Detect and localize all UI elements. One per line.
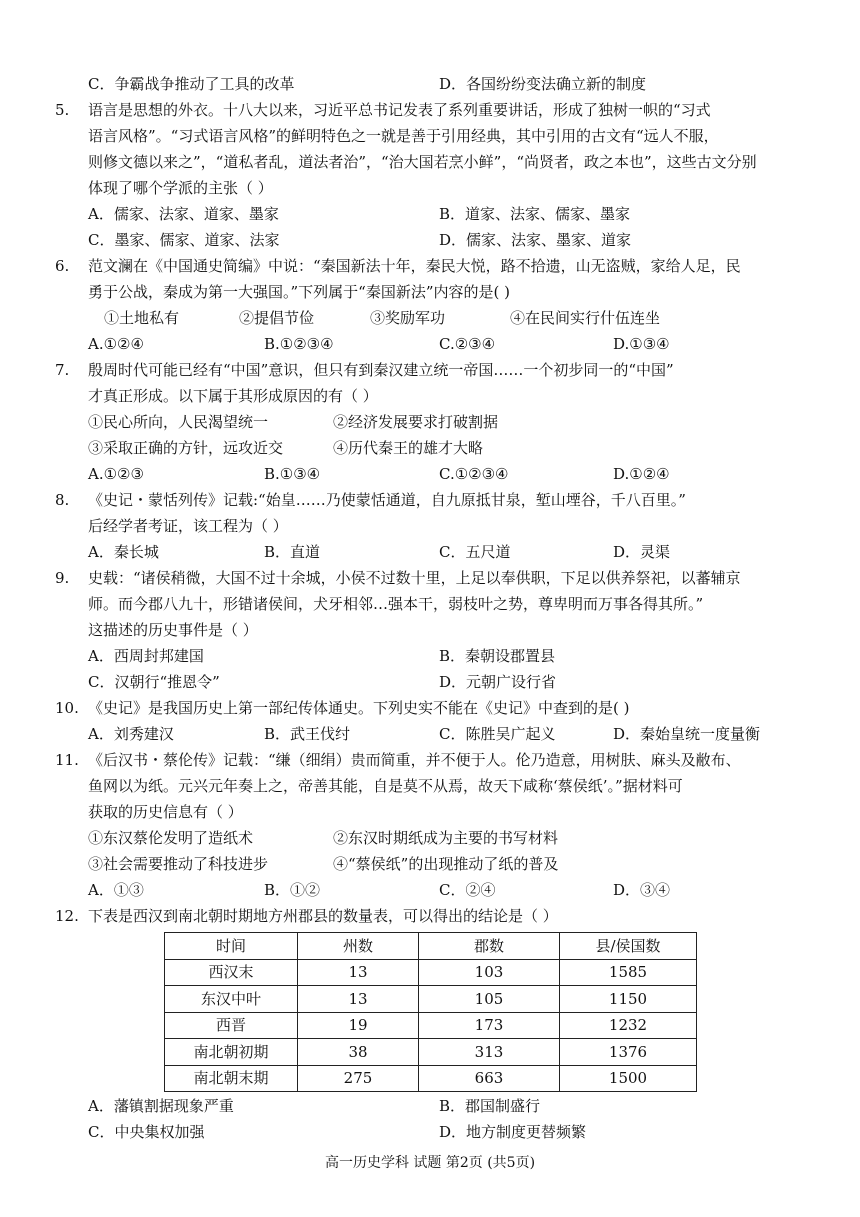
q11-item-4: ④“蔡侯纸”的出现推动了纸的普及: [333, 855, 559, 873]
q11-option-c: C．②④: [439, 881, 496, 899]
table-cell: 1500: [560, 1065, 697, 1092]
q9-stem-line: 这描述的历史事件是（ ）: [88, 621, 258, 639]
q8-stem-line: 后经学者考证，该工程为（ ）: [88, 517, 288, 535]
q6-option-c: C.②③④: [439, 335, 496, 353]
table-row: [165, 1065, 697, 1092]
q8-number: 8.: [55, 491, 70, 509]
table-cell: 275: [298, 1065, 419, 1092]
table-row: [165, 959, 697, 986]
table-row: [165, 1039, 697, 1066]
table-cell: 西晋: [165, 1012, 298, 1039]
q5-stem-line: 语言风格”。“习式语言风格”的鲜明特色之一就是善于引用经典，其中引用的古文有“远人不服，: [88, 127, 719, 145]
q12-stem-line: 下表是西汉到南北朝时期地方州郡县的数量表，可以得出的结论是（ ）: [88, 907, 558, 925]
q10-option-b: B．武王伐纣: [264, 725, 351, 743]
q11-item-2: ②东汉时期纸成为主要的书写材料: [333, 829, 559, 847]
q6-stem-line: 范文澜在《中国通史简编》中说：“秦国新法十年，秦民大悦，路不拾遗，山无盗贼，家给人足，民: [88, 257, 741, 275]
q5-number: 5.: [55, 101, 70, 119]
q12-option-a: A．藩镇割据现象严重: [88, 1097, 234, 1115]
table-cell: 173: [419, 1012, 560, 1039]
table-row: [165, 1012, 697, 1039]
table-row: [165, 986, 697, 1013]
q8-option-a: A．秦长城: [88, 543, 159, 561]
q7-item-4: ④历代秦王的雄才大略: [333, 439, 484, 457]
q8-option-d: D．灵渠: [613, 543, 671, 561]
q6-number: 6.: [55, 257, 70, 275]
q4-option-d: D．各国纷纷变法确立新的制度: [439, 75, 647, 93]
q5-option-d: D．儒家、法家、墨家、道家: [439, 231, 632, 249]
table-cell: 东汉中叶: [165, 986, 298, 1013]
q5-option-c: C．墨家、儒家、道家、法家: [88, 231, 280, 249]
q9-stem-line: 史载：“诸侯稍微，大国不过十余城，小侯不过数十里，上足以奉供职，下足以供养祭祀，以蕃辅京: [88, 569, 741, 587]
q7-stem-line: 殷周时代可能已经有“中国”意识，但只有到秦汉建立统一帝国……一个初步同一的“中国”: [88, 361, 674, 379]
q7-option-c: C.①②③④: [439, 465, 509, 483]
q12-option-d: D．地方制度更替频繁: [439, 1123, 587, 1141]
table-cell: 南北朝初期: [165, 1039, 298, 1066]
q11-stem-line: 获取的历史信息有（ ）: [88, 803, 243, 821]
table-cell: 西汉末: [165, 959, 298, 986]
q8-option-b: B．直道: [264, 543, 321, 561]
q12-option-b: B．郡国制盛行: [439, 1097, 541, 1115]
table-cell: 1232: [560, 1012, 697, 1039]
q10-option-c: C．陈胜吴广起义: [439, 725, 556, 743]
q11-number: 11.: [55, 751, 79, 769]
q7-stem-line: 才真正形成。以下属于其形成原因的有（ ）: [88, 387, 378, 405]
q7-item-3: ③采取正确的方针，远攻近交: [88, 439, 284, 457]
q8-stem-line: 《史记・蒙恬列传》记载:“始皇……乃使蒙恬通道，自九原抵甘泉，堑山堙谷，千八百里。”: [88, 491, 686, 509]
q6-item-4: ④在民间实行什伍连坐: [510, 309, 661, 327]
q12-number: 12.: [55, 907, 79, 925]
q5-stem-line: 体现了哪个学派的主张（ ）: [88, 179, 273, 197]
q11-option-b: B．①②: [264, 881, 321, 899]
q6-option-d: D.①③④: [613, 335, 670, 353]
q5-option-a: A．儒家、法家、道家、墨家: [88, 205, 279, 223]
table-cell: 13: [298, 959, 419, 986]
q7-item-2: ②经济发展要求打破割据: [333, 413, 499, 431]
q10-stem-line: 《史记》是我国历史上第一部纪传体通史。下列史实不能在《史记》中查到的是( ): [88, 699, 630, 717]
q11-item-1: ①东汉蔡伦发明了造纸术: [88, 829, 254, 847]
q11-stem-line: 鱼网以为纸。元兴元年奏上之，帝善其能，自是莫不从焉，故天下咸称‘蔡侯纸’。”据材料可: [88, 777, 683, 795]
page-footer: 高一历史学科 试题 第2页 (共5页): [324, 1155, 536, 1171]
table-header-row: [165, 933, 697, 960]
table-cell: 1376: [560, 1039, 697, 1066]
table-cell: 19: [298, 1012, 419, 1039]
table-cell: 313: [419, 1039, 560, 1066]
q5-stem-line: 则修文德以来之”，“道私者乱，道法者治”，“治大国若烹小鲜”，“尚贤者，政之本也”，这些古文分别: [88, 153, 757, 171]
table-cell: 1150: [560, 986, 697, 1013]
q9-number: 9.: [55, 569, 70, 587]
q11-option-a: A．①③: [88, 881, 144, 899]
q8-option-c: C．五尺道: [439, 543, 511, 561]
q11-item-3: ③社会需要推动了科技进步: [88, 855, 269, 873]
q6-stem-line: 勇于公战，秦成为第一大强国。”下列属于“秦国新法”内容的是( ): [88, 283, 510, 301]
table-cell: 1585: [560, 959, 697, 986]
table-cell: 663: [419, 1065, 560, 1092]
table-cell: 南北朝末期: [165, 1065, 298, 1092]
q7-number: 7.: [55, 361, 70, 379]
table-header-cell: 州数: [298, 933, 419, 960]
table-header-cell: 郡数: [419, 933, 560, 960]
table-cell: 103: [419, 959, 560, 986]
q6-item-1: ①土地私有: [104, 309, 180, 327]
q6-option-b: B.①②③④: [264, 335, 334, 353]
q5-option-b: B．道家、法家、儒家、墨家: [439, 205, 631, 223]
county-count-table: [164, 932, 697, 1092]
q7-option-b: B.①③④: [264, 465, 321, 483]
q9-option-c: C．汉朝行“推恩令”: [88, 673, 220, 691]
q9-option-b: B．秦朝设郡置县: [439, 647, 556, 665]
q10-option-d: D．秦始皇统一度量衡: [613, 725, 761, 743]
table-header-cell: 时间: [165, 933, 298, 960]
table-cell: 38: [298, 1039, 419, 1066]
q6-option-a: A.①②④: [88, 335, 144, 353]
q12-option-c: C．中央集权加强: [88, 1123, 205, 1141]
q4-option-c: C．争霸战争推动了工具的改革: [88, 75, 295, 93]
table-header-cell: 县/侯国数: [560, 933, 697, 960]
q5-stem-line: 语言是思想的外衣。十八大以来，习近平总书记发表了系列重要讲话，形成了独树一帜的“习式: [88, 101, 711, 119]
q11-stem-line: 《后汉书・蔡伦传》记载：“缣（细绢）贵而简重，并不便于人。伦乃造意，用树肤、麻头及敝布、: [88, 751, 741, 769]
q11-option-d: D．③④: [613, 881, 671, 899]
q7-option-a: A.①②③: [88, 465, 144, 483]
q6-item-3: ③奖励军功: [370, 309, 446, 327]
table-cell: 13: [298, 986, 419, 1013]
table-cell: 105: [419, 986, 560, 1013]
q9-option-d: D．元朝广设行省: [439, 673, 557, 691]
q7-item-1: ①民心所向，人民渴望统一: [88, 413, 269, 431]
q6-item-2: ②提倡节俭: [239, 309, 315, 327]
q7-option-d: D.①②④: [613, 465, 670, 483]
q9-option-a: A．西周封邦建国: [88, 647, 204, 665]
q10-option-a: A．刘秀建汉: [88, 725, 174, 743]
q9-stem-line: 师。而今郡八九十，形错诸侯间，犬牙相邻…强本干，弱枝叶之势，尊卑明而万事各得其所。”: [88, 595, 704, 613]
q10-number: 10.: [55, 699, 79, 717]
